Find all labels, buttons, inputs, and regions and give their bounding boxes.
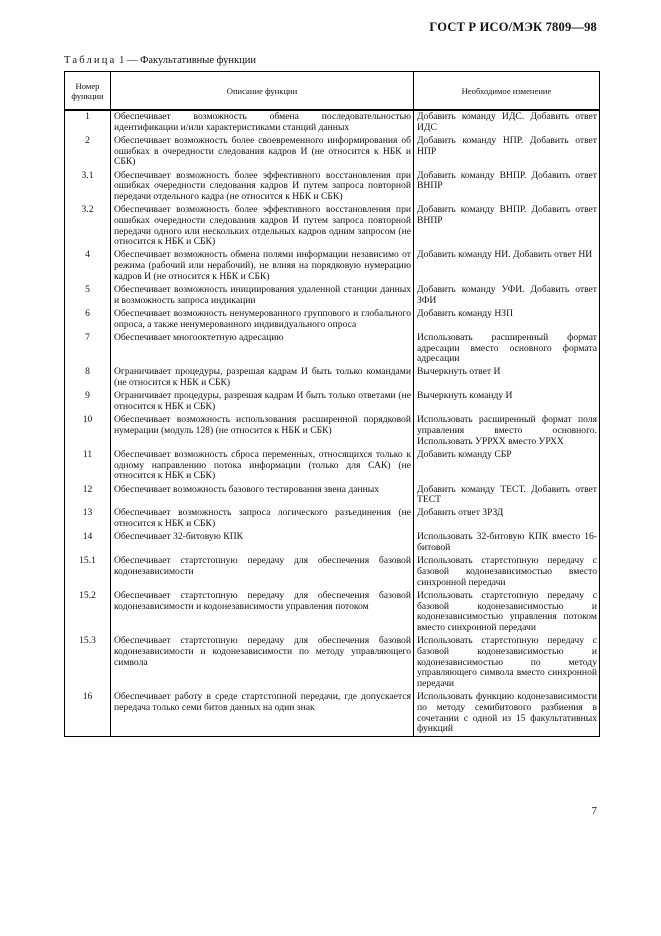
required-change-cell: Добавить команду НПР. Добавить ответ НПР (414, 135, 600, 170)
function-description-cell: Обеспечивает возможность базового тестирования звена данных (111, 484, 414, 508)
function-description-cell: Обеспечивает возможность использования расширенной порядковой нумерации (модуль 128) (не относится к НБК и СБК) (111, 414, 414, 449)
required-change-cell: Добавить команду ВНПР. Добавить ответ ВНПР (414, 170, 600, 205)
table-row (65, 170, 600, 205)
page-number: 7 (591, 805, 597, 817)
table-body (65, 110, 600, 737)
column-header-change: Необходимое изменение (414, 72, 600, 111)
required-change-cell: Использовать функцию кодонезависимости по методу семибитового разбиения в сочетании с одной из 15 факультативных функций (414, 691, 600, 737)
table-row (65, 507, 600, 531)
function-number-cell: 7 (65, 332, 111, 367)
function-description-cell: Обеспечивает возможность более своевременного информирования об ошибках в очередности следования кадров И (не относится к НБК и СБК) (111, 135, 414, 170)
function-number-cell: 14 (65, 531, 111, 555)
required-change-cell: Добавить ответ ЗРЗД (414, 507, 600, 531)
function-description-cell: Ограничивает процедуры, разрешая кадрам И быть только командами (не относится к НБК и СБК) (111, 366, 414, 390)
table-row (65, 308, 600, 332)
required-change-cell: Использовать расширенный формат поля управления вместо основного. Использовать УРРХХ вместо УРХХ (414, 414, 600, 449)
function-description-cell: Обеспечивает стартстопную передачу для обеспечения базовой кодонезависимости и кодонезависимости по методу управляющего символа (111, 635, 414, 691)
function-description-cell: Ограничивает процедуры, разрешая кадрам И быть только ответами (не относится к НБК и СБК) (111, 390, 414, 414)
function-description-cell: Обеспечивает возможность более эффективного восстановления при ошибках очередности следования кадров И путем запроса повторной передачи отдельного кадра (не относится к НБК и СБК) (111, 170, 414, 205)
function-number-cell: 8 (65, 366, 111, 390)
function-description-cell: Обеспечивает возможность запроса логического разъединения (не относится к НБК и СБК) (111, 507, 414, 531)
table-row (65, 135, 600, 170)
table-row (65, 204, 600, 249)
function-number-cell: 16 (65, 691, 111, 737)
function-number-cell: 6 (65, 308, 111, 332)
table-row (65, 414, 600, 449)
function-description-cell: Обеспечивает стартстопную передачу для обеспечения базовой кодонезависимости и кодонезависимости управления потоком (111, 590, 414, 635)
function-description-cell: Обеспечивает возможность сброса переменных, относящихся только к одному направлению потока информации (только для САК) (не относится к НБК и СБК) (111, 449, 414, 484)
column-header-number: Номер функции (65, 72, 111, 111)
function-number-cell: 3.1 (65, 170, 111, 205)
function-number-cell: 15.2 (65, 590, 111, 635)
function-description-cell: Обеспечивает возможность обмена полями информации независимо от режима (рабочий или нерабочий), не влияя на порядковую нумерацию кадров И (не относится к НБК и СБК) (111, 249, 414, 284)
required-change-cell: Добавить команду СБР (414, 449, 600, 484)
table-row (65, 590, 600, 635)
table-row (65, 691, 600, 737)
function-description-cell: Обеспечивает стартстопную передачу для обеспечения базовой кодонезависимости (111, 555, 414, 590)
function-description-cell: Обеспечивает работу в среде стартстопной передачи, где допускается передача только семи битов данных на один знак (111, 691, 414, 737)
table-row (65, 284, 600, 308)
function-number-cell: 13 (65, 507, 111, 531)
required-change-cell: Вычеркнуть ответ И (414, 366, 600, 390)
function-number-cell: 5 (65, 284, 111, 308)
function-number-cell: 1 (65, 110, 111, 135)
function-description-cell: Обеспечивает 32-битовую КПК (111, 531, 414, 555)
function-description-cell: Обеспечивает возможность обмена последовательностью идентификации и/или характеристиками станций данных (111, 110, 414, 135)
required-change-cell: Добавить команду УФИ. Добавить ответ ЗФИ (414, 284, 600, 308)
function-description-cell: Обеспечивает возможность ненумерованного группового и глобального опроса, а также ненумерованного индивидуального опроса (111, 308, 414, 332)
column-header-description: Описание функции (111, 72, 414, 111)
function-number-cell: 15.1 (65, 555, 111, 590)
function-number-cell: 15.3 (65, 635, 111, 691)
table-caption-title: 1 — Факультативные функции (116, 55, 256, 66)
function-number-cell: 2 (65, 135, 111, 170)
function-description-cell: Обеспечивает возможность более эффективного восстановления при ошибках очередности следования кадров И путем запроса повторной передачи одного или нескольких отдельных кадров одним запросом (не относится к НБК и СБК) (111, 204, 414, 249)
function-number-cell: 11 (65, 449, 111, 484)
function-number-cell: 9 (65, 390, 111, 414)
function-description-cell: Обеспечивает возможность инициирования удаленной станции данных и возможность запроса индикации (111, 284, 414, 308)
required-change-cell: Использовать расширенный формат адресации вместо основного формата адресации (414, 332, 600, 367)
required-change-cell: Вычеркнуть команду И (414, 390, 600, 414)
function-number-cell: 10 (65, 414, 111, 449)
required-change-cell: Добавить команду ИДС. Добавить ответ ИДС (414, 110, 600, 135)
required-change-cell: Добавить команду ТЕСТ. Добавить ответ ТЕСТ (414, 484, 600, 508)
table-row (65, 449, 600, 484)
required-change-cell: Использовать 32-битовую КПК вместо 16-битовой (414, 531, 600, 555)
required-change-cell: Использовать стартстопную передачу с базовой кодонезависимостью и кодонезависимостью управления потоком вместо синхронной передачи (414, 590, 600, 635)
function-number-cell: 12 (65, 484, 111, 508)
table-row (65, 332, 600, 367)
table-header-row (65, 72, 600, 111)
required-change-cell: Добавить команду ВНПР. Добавить ответ ВНПР (414, 204, 600, 249)
standard-header: ГОСТ Р ИСО/МЭК 7809—98 (429, 20, 597, 34)
table-caption (64, 55, 256, 66)
table-row (65, 249, 600, 284)
function-number-cell: 3.2 (65, 204, 111, 249)
table-row (65, 366, 600, 390)
table-row (65, 110, 600, 135)
table-row (65, 555, 600, 590)
required-change-cell: Добавить команду НИ. Добавить ответ НИ (414, 249, 600, 284)
table-caption-word: Таблица (64, 55, 117, 66)
table-row (65, 390, 600, 414)
table-row (65, 484, 600, 508)
required-change-cell: Использовать стартстопную передачу с базовой кодонезависимостью и кодонезависимостью по методу управляющего символа вместо синхронной передачи (414, 635, 600, 691)
table-row (65, 635, 600, 691)
required-change-cell: Использовать стартстопную передачу с базовой кодонезависимостью вместо синхронной передачи (414, 555, 600, 590)
function-description-cell: Обеспечивает многооктетную адресацию (111, 332, 414, 367)
table-row (65, 531, 600, 555)
optional-functions-table (64, 71, 600, 737)
function-number-cell: 4 (65, 249, 111, 284)
required-change-cell: Добавить команду НЗП (414, 308, 600, 332)
